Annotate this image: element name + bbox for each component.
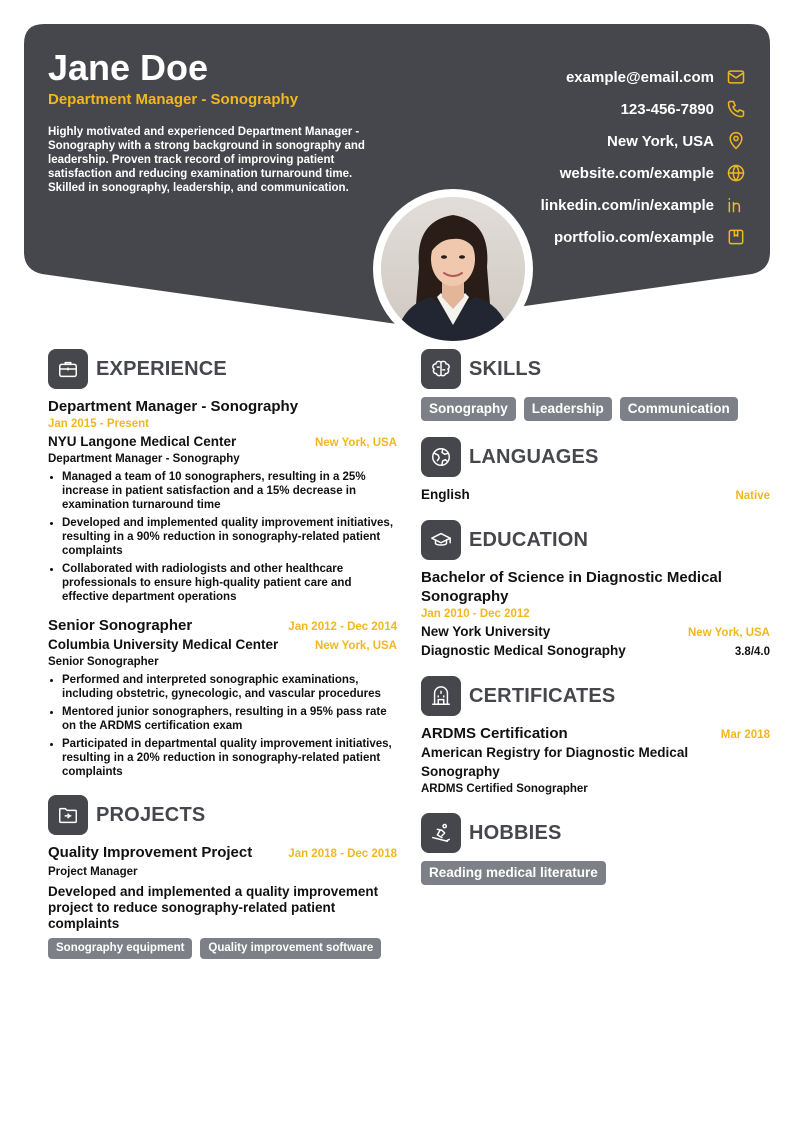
contact-location-text: New York, USA [607,132,714,150]
bullet-item: Mentored junior sonographers, resulting in a 95% pass rate on the ARDMS certification exam [48,705,397,733]
hobby-tag: Reading medical literature [421,861,606,885]
project-tag: Sonography equipment [48,938,192,959]
project-title: Quality Improvement Project [48,844,253,861]
contact-linkedin-text[interactable]: linkedin.com/in/example [540,196,714,214]
education-section [421,520,770,660]
skill-tags [421,397,770,421]
contact-phone-text[interactable]: 123-456-7890 [620,100,714,118]
job-company: NYU Langone Medical Center [48,434,237,449]
globe-icon [726,163,746,183]
project-tag: Quality improvement software [200,938,381,959]
skill-tag: Leadership [524,397,612,421]
bullet-item: Participated in departmental quality improvement initiatives, resulting in a 20% reduction in sonography-related patient complaints [48,737,397,779]
left-column [48,349,397,975]
certificates-section [421,676,770,797]
phone-icon [726,99,746,119]
candidate-role: Department Manager - Sonography [48,91,299,108]
location-pin-icon [726,131,746,151]
experience-item [48,397,397,604]
languages-section [421,437,770,504]
skill-tag: Communication [620,397,738,421]
bullet-item: Collaborated with radiologists and other healthcare professionals to ensure high-quality patient care and effective department operations [48,562,397,604]
job-location: New York, USA [314,437,397,449]
job-title: Senior Sonographer [48,617,193,634]
job-company: Columbia University Medical Center [48,637,279,652]
job-position: Department Manager - Sonography [48,453,240,465]
project-date: Jan 2018 - Dec 2018 [288,848,397,860]
languages-header [421,437,770,477]
hobby-tags [421,861,770,885]
skills-section [421,349,770,421]
contact-email[interactable] [541,61,746,93]
job-bullets [48,673,397,779]
contact-portfolio[interactable] [541,221,746,253]
profile-summary: Highly motivated and experienced Department Manager - Sonography with a strong background in sonography and leadership. Proven track record of improving patient satisfaction and reducing examination turnaround time. Skilled in sonography, leadership, and communication. [48,126,365,194]
folder-icon [48,795,88,835]
experience-section [48,349,397,779]
projects-title: PROJECTS [96,803,206,826]
brain-icon [421,349,461,389]
projects-header [48,795,397,835]
briefcase-icon [48,349,88,389]
education-header [421,520,770,560]
language-name: English [421,487,470,502]
job-bullets [48,470,397,604]
skills-title: SKILLS [469,357,542,380]
experience-header [48,349,397,389]
job-position: Senior Sonographer [48,656,159,668]
education-school: New York University [421,624,551,639]
hobbies-section [421,813,770,885]
certificates-title: CERTIFICATES [469,684,616,707]
skill-tag: Sonography [421,397,516,421]
certificate-issuer: American Registry for Diagnostic Medical Sonography [421,745,689,779]
candidate-name: Jane Doe [48,47,209,88]
skills-header [421,349,770,389]
bullet-item: Performed and interpreted sonographic examinations, including obstetric, gynecologic, and vascular procedures [48,673,397,701]
project-tags [48,938,397,959]
experience-item [48,616,397,779]
education-location: New York, USA [687,627,770,639]
language-level: Native [735,490,770,502]
certificate-detail: ARDMS Certified Sonographer [421,783,588,795]
languages-title: LANGUAGES [469,445,599,468]
mail-icon [726,67,746,87]
bookmark-icon [726,227,746,247]
right-column [421,349,770,901]
hobbies-title: HOBBIES [469,821,562,844]
bullet-item: Managed a team of 10 sonographers, resulting in a 25% increase in patient satisfaction and a 15% decrease in examination turnaround time [48,470,397,512]
certificate-date: Mar 2018 [720,729,770,741]
education-date: Jan 2010 - Dec 2012 [421,608,530,620]
contact-location [541,125,746,157]
education-degree: Bachelor of Science in Diagnostic Medical Sonography [421,569,722,605]
job-title: Department Manager - Sonography [48,398,299,415]
certificate-building-icon [421,676,461,716]
certificates-header [421,676,770,716]
contact-list [541,61,746,253]
projects-section [48,795,397,959]
contact-phone[interactable] [541,93,746,125]
linkedin-icon [726,195,746,215]
globe-language-icon [421,437,461,477]
contact-linkedin[interactable] [541,189,746,221]
contact-website-text[interactable]: website.com/example [559,164,714,182]
bullet-item: Developed and implemented quality improvement initiatives, resulting in a 90% reduction in sonography-related patient complaints [48,516,397,558]
hobbies-header [421,813,770,853]
education-title: EDUCATION [469,528,589,551]
education-gpa: 3.8/4.0 [734,646,770,658]
experience-title: EXPERIENCE [96,357,227,380]
project-role: Project Manager [48,866,138,878]
language-item [421,485,770,504]
profile-photo [381,197,525,341]
contact-email-text[interactable]: example@email.com [565,68,714,86]
skiing-icon [421,813,461,853]
education-field: Diagnostic Medical Sonography [421,643,626,658]
job-date: Jan 2015 - Present [48,418,150,430]
project-description: Developed and implemented a quality improvement project to reduce sonography-related patient complaints [48,884,379,931]
certificate-name: ARDMS Certification [421,725,568,742]
contact-website[interactable] [541,157,746,189]
job-location: New York, USA [314,640,397,652]
job-date: Jan 2012 - Dec 2014 [288,621,397,633]
graduation-cap-icon [421,520,461,560]
contact-portfolio-text[interactable]: portfolio.com/example [553,228,714,246]
